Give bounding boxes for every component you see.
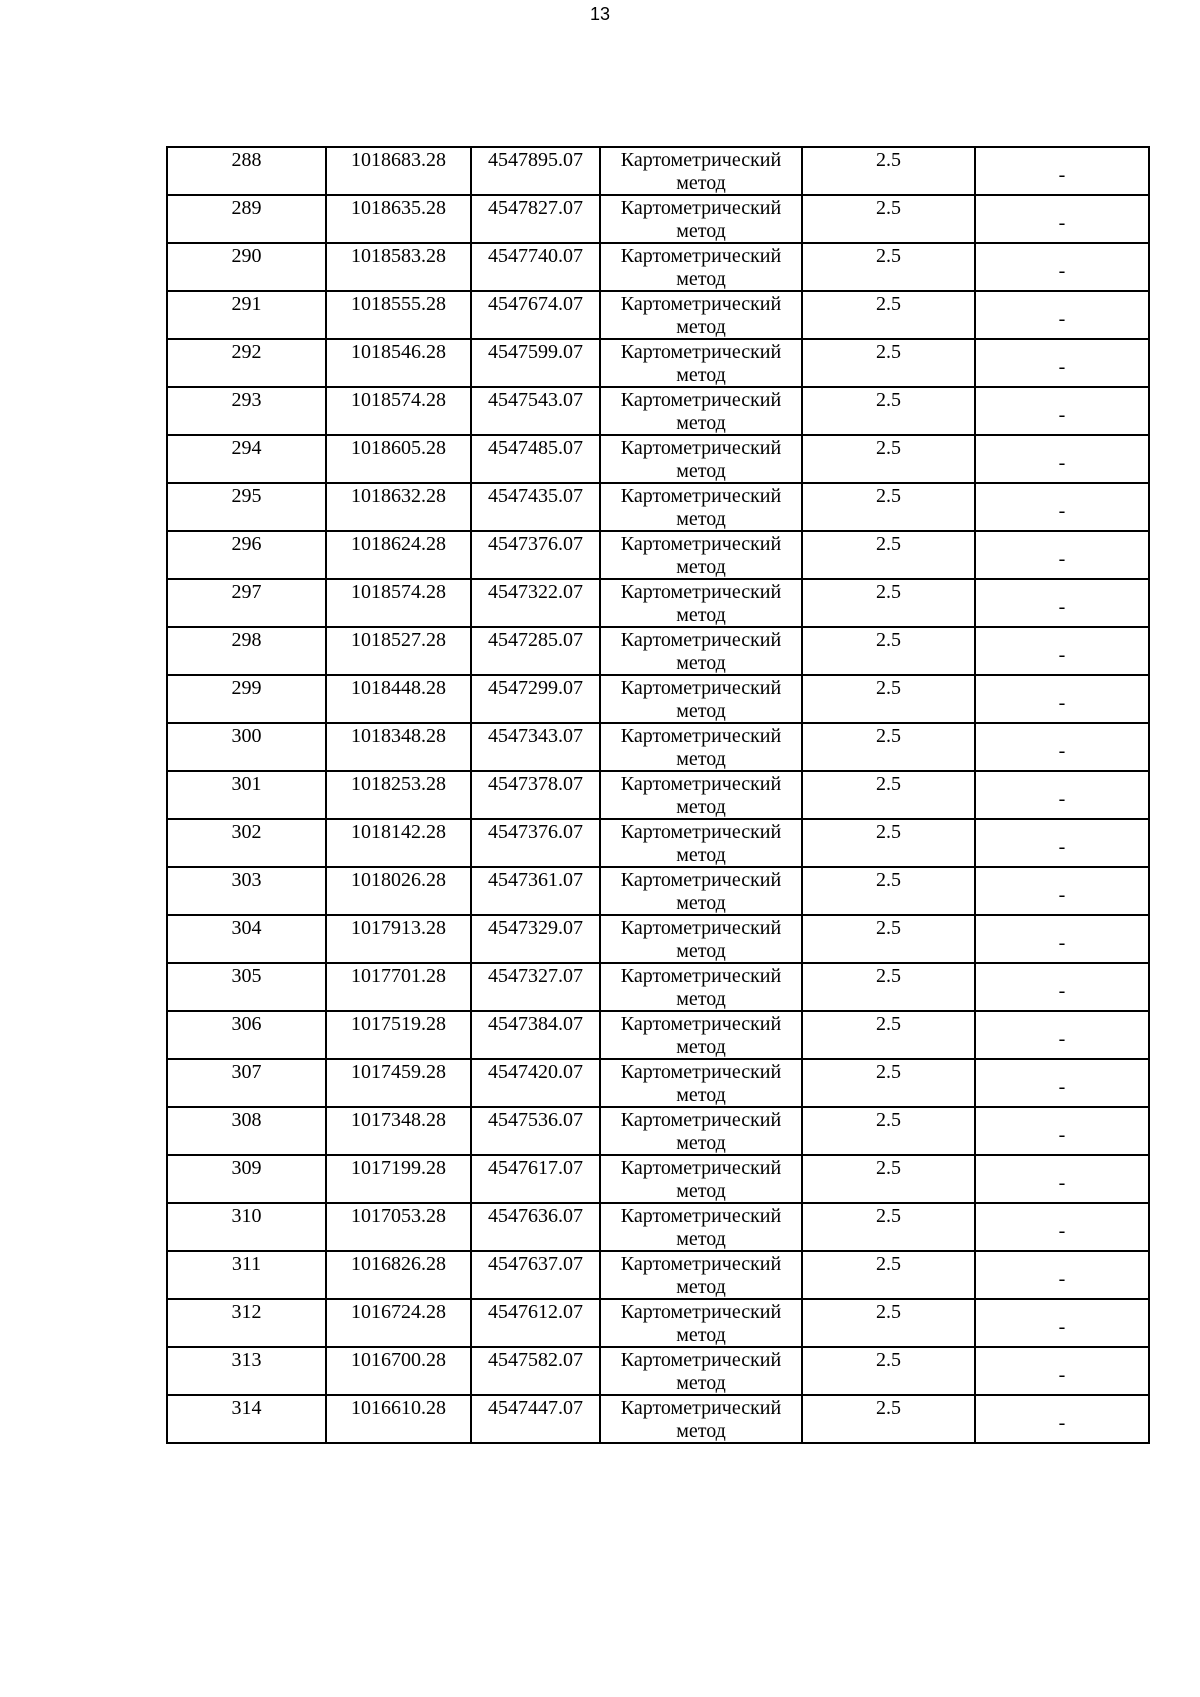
point-number-cell: 306 <box>167 1011 326 1059</box>
method-line-2: метод <box>676 1276 726 1298</box>
method-line-1: Картометрический <box>620 677 782 699</box>
point-number-cell: 313 <box>167 1347 326 1395</box>
method-cell <box>600 1347 802 1395</box>
point-number-cell: 308 <box>167 1107 326 1155</box>
point-number-cell: 303 <box>167 867 326 915</box>
y-coordinate-cell: 4547322.07 <box>471 579 600 627</box>
accuracy-cell: 2.5 <box>802 195 975 243</box>
method-line-2: метод <box>676 652 726 674</box>
note-cell: - <box>975 771 1149 819</box>
note-cell: - <box>975 243 1149 291</box>
point-number-cell: 310 <box>167 1203 326 1251</box>
method-line-1: Картометрический <box>620 533 782 555</box>
method-line-2: метод <box>676 748 726 770</box>
y-coordinate-cell: 4547827.07 <box>471 195 600 243</box>
accuracy-cell: 2.5 <box>802 1059 975 1107</box>
x-coordinate-cell: 1017348.28 <box>326 1107 471 1155</box>
point-number-cell: 296 <box>167 531 326 579</box>
method-line-1: Картометрический <box>620 965 782 987</box>
point-number-cell: 314 <box>167 1395 326 1443</box>
accuracy-cell: 2.5 <box>802 1299 975 1347</box>
x-coordinate-cell: 1018546.28 <box>326 339 471 387</box>
point-number-cell: 294 <box>167 435 326 483</box>
method-line-1: Картометрический <box>620 773 782 795</box>
note-cell: - <box>975 915 1149 963</box>
method-line-1: Картометрический <box>620 1253 782 1275</box>
point-number-cell: 309 <box>167 1155 326 1203</box>
method-cell <box>600 1107 802 1155</box>
method-line-2: метод <box>676 796 726 818</box>
method-cell <box>600 579 802 627</box>
method-line-1: Картометрический <box>620 629 782 651</box>
accuracy-cell: 2.5 <box>802 1251 975 1299</box>
method-line-1: Картометрический <box>620 197 782 219</box>
coordinates-table-body <box>167 147 1149 1443</box>
note-cell: - <box>975 531 1149 579</box>
point-number-cell: 290 <box>167 243 326 291</box>
note-cell: - <box>975 387 1149 435</box>
table-row <box>167 435 1149 483</box>
note-cell: - <box>975 1299 1149 1347</box>
method-cell <box>600 195 802 243</box>
x-coordinate-cell: 1017701.28 <box>326 963 471 1011</box>
method-line-2: метод <box>676 1228 726 1250</box>
method-cell <box>600 147 802 195</box>
method-line-2: метод <box>676 316 726 338</box>
table-row <box>167 339 1149 387</box>
table-row <box>167 1203 1149 1251</box>
method-cell <box>600 1011 802 1059</box>
table-row <box>167 147 1149 195</box>
method-cell <box>600 339 802 387</box>
method-line-1: Картометрический <box>620 389 782 411</box>
note-cell: - <box>975 1011 1149 1059</box>
y-coordinate-cell: 4547384.07 <box>471 1011 600 1059</box>
y-coordinate-cell: 4547612.07 <box>471 1299 600 1347</box>
accuracy-cell: 2.5 <box>802 147 975 195</box>
note-cell: - <box>975 1059 1149 1107</box>
x-coordinate-cell: 1018683.28 <box>326 147 471 195</box>
method-line-2: метод <box>676 1420 726 1442</box>
note-cell: - <box>975 291 1149 339</box>
x-coordinate-cell: 1017053.28 <box>326 1203 471 1251</box>
table-row <box>167 1347 1149 1395</box>
y-coordinate-cell: 4547435.07 <box>471 483 600 531</box>
method-cell <box>600 1299 802 1347</box>
table-row <box>167 1155 1149 1203</box>
method-line-1: Картометрический <box>620 485 782 507</box>
method-line-2: метод <box>676 700 726 722</box>
x-coordinate-cell: 1018555.28 <box>326 291 471 339</box>
x-coordinate-cell: 1017459.28 <box>326 1059 471 1107</box>
y-coordinate-cell: 4547329.07 <box>471 915 600 963</box>
method-line-2: метод <box>676 892 726 914</box>
point-number-cell: 299 <box>167 675 326 723</box>
accuracy-cell: 2.5 <box>802 339 975 387</box>
x-coordinate-cell: 1016826.28 <box>326 1251 471 1299</box>
method-cell <box>600 675 802 723</box>
method-line-1: Картометрический <box>620 1397 782 1419</box>
method-line-2: метод <box>676 364 726 386</box>
method-line-1: Картометрический <box>620 869 782 891</box>
y-coordinate-cell: 4547637.07 <box>471 1251 600 1299</box>
x-coordinate-cell: 1018574.28 <box>326 387 471 435</box>
method-line-1: Картометрический <box>620 341 782 363</box>
point-number-cell: 311 <box>167 1251 326 1299</box>
table-row <box>167 771 1149 819</box>
method-line-1: Картометрический <box>620 1061 782 1083</box>
table-row <box>167 627 1149 675</box>
accuracy-cell: 2.5 <box>802 531 975 579</box>
method-line-2: метод <box>676 460 726 482</box>
method-line-2: метод <box>676 604 726 626</box>
x-coordinate-cell: 1018635.28 <box>326 195 471 243</box>
table-row <box>167 243 1149 291</box>
y-coordinate-cell: 4547485.07 <box>471 435 600 483</box>
method-cell <box>600 1395 802 1443</box>
y-coordinate-cell: 4547376.07 <box>471 531 600 579</box>
accuracy-cell: 2.5 <box>802 771 975 819</box>
point-number-cell: 291 <box>167 291 326 339</box>
accuracy-cell: 2.5 <box>802 1155 975 1203</box>
accuracy-cell: 2.5 <box>802 819 975 867</box>
y-coordinate-cell: 4547420.07 <box>471 1059 600 1107</box>
method-line-1: Картометрический <box>620 1109 782 1131</box>
table-row <box>167 579 1149 627</box>
note-cell: - <box>975 723 1149 771</box>
y-coordinate-cell: 4547299.07 <box>471 675 600 723</box>
point-number-cell: 312 <box>167 1299 326 1347</box>
y-coordinate-cell: 4547617.07 <box>471 1155 600 1203</box>
point-number-cell: 304 <box>167 915 326 963</box>
accuracy-cell: 2.5 <box>802 291 975 339</box>
accuracy-cell: 2.5 <box>802 243 975 291</box>
x-coordinate-cell: 1017913.28 <box>326 915 471 963</box>
y-coordinate-cell: 4547327.07 <box>471 963 600 1011</box>
y-coordinate-cell: 4547636.07 <box>471 1203 600 1251</box>
x-coordinate-cell: 1018026.28 <box>326 867 471 915</box>
point-number-cell: 300 <box>167 723 326 771</box>
method-cell <box>600 867 802 915</box>
accuracy-cell: 2.5 <box>802 435 975 483</box>
y-coordinate-cell: 4547378.07 <box>471 771 600 819</box>
method-line-2: метод <box>676 172 726 194</box>
note-cell: - <box>975 1107 1149 1155</box>
coordinates-table <box>166 146 1150 1444</box>
accuracy-cell: 2.5 <box>802 1347 975 1395</box>
method-line-1: Картометрический <box>620 1205 782 1227</box>
method-line-1: Картометрический <box>620 245 782 267</box>
method-line-1: Картометрический <box>620 437 782 459</box>
accuracy-cell: 2.5 <box>802 483 975 531</box>
method-cell <box>600 627 802 675</box>
method-cell <box>600 915 802 963</box>
point-number-cell: 297 <box>167 579 326 627</box>
x-coordinate-cell: 1018348.28 <box>326 723 471 771</box>
method-line-2: метод <box>676 412 726 434</box>
note-cell: - <box>975 1395 1149 1443</box>
note-cell: - <box>975 867 1149 915</box>
method-line-1: Картометрический <box>620 1013 782 1035</box>
x-coordinate-cell: 1016700.28 <box>326 1347 471 1395</box>
method-cell <box>600 483 802 531</box>
note-cell: - <box>975 1203 1149 1251</box>
method-cell <box>600 1203 802 1251</box>
x-coordinate-cell: 1017199.28 <box>326 1155 471 1203</box>
point-number-cell: 293 <box>167 387 326 435</box>
note-cell: - <box>975 1155 1149 1203</box>
note-cell: - <box>975 627 1149 675</box>
point-number-cell: 298 <box>167 627 326 675</box>
method-cell <box>600 291 802 339</box>
method-line-2: метод <box>676 1372 726 1394</box>
method-cell <box>600 387 802 435</box>
table-row <box>167 723 1149 771</box>
method-line-2: метод <box>676 220 726 242</box>
x-coordinate-cell: 1018527.28 <box>326 627 471 675</box>
method-cell <box>600 1059 802 1107</box>
table-row <box>167 867 1149 915</box>
method-cell <box>600 1251 802 1299</box>
table-row <box>167 1251 1149 1299</box>
x-coordinate-cell: 1018142.28 <box>326 819 471 867</box>
note-cell: - <box>975 1251 1149 1299</box>
y-coordinate-cell: 4547343.07 <box>471 723 600 771</box>
point-number-cell: 292 <box>167 339 326 387</box>
method-line-1: Картометрический <box>620 1157 782 1179</box>
point-number-cell: 289 <box>167 195 326 243</box>
method-line-2: метод <box>676 1180 726 1202</box>
accuracy-cell: 2.5 <box>802 867 975 915</box>
method-line-1: Картометрический <box>620 725 782 747</box>
point-number-cell: 307 <box>167 1059 326 1107</box>
method-line-2: метод <box>676 1324 726 1346</box>
method-cell <box>600 1155 802 1203</box>
accuracy-cell: 2.5 <box>802 675 975 723</box>
x-coordinate-cell: 1018632.28 <box>326 483 471 531</box>
point-number-cell: 295 <box>167 483 326 531</box>
x-coordinate-cell: 1018253.28 <box>326 771 471 819</box>
x-coordinate-cell: 1018448.28 <box>326 675 471 723</box>
page-number: 13 <box>589 4 611 24</box>
accuracy-cell: 2.5 <box>802 723 975 771</box>
method-cell <box>600 435 802 483</box>
note-cell: - <box>975 819 1149 867</box>
y-coordinate-cell: 4547895.07 <box>471 147 600 195</box>
method-line-2: метод <box>676 1084 726 1106</box>
table-row <box>167 1299 1149 1347</box>
y-coordinate-cell: 4547361.07 <box>471 867 600 915</box>
note-cell: - <box>975 147 1149 195</box>
method-cell <box>600 771 802 819</box>
x-coordinate-cell: 1016724.28 <box>326 1299 471 1347</box>
method-line-2: метод <box>676 844 726 866</box>
accuracy-cell: 2.5 <box>802 963 975 1011</box>
x-coordinate-cell: 1018583.28 <box>326 243 471 291</box>
method-line-1: Картометрический <box>620 149 782 171</box>
note-cell: - <box>975 483 1149 531</box>
note-cell: - <box>975 435 1149 483</box>
x-coordinate-cell: 1016610.28 <box>326 1395 471 1443</box>
table-row <box>167 675 1149 723</box>
note-cell: - <box>975 195 1149 243</box>
point-number-cell: 305 <box>167 963 326 1011</box>
note-cell: - <box>975 339 1149 387</box>
accuracy-cell: 2.5 <box>802 387 975 435</box>
table-row <box>167 1107 1149 1155</box>
table-row <box>167 1059 1149 1107</box>
accuracy-cell: 2.5 <box>802 1107 975 1155</box>
x-coordinate-cell: 1018624.28 <box>326 531 471 579</box>
method-line-2: метод <box>676 1132 726 1154</box>
y-coordinate-cell: 4547599.07 <box>471 339 600 387</box>
y-coordinate-cell: 4547447.07 <box>471 1395 600 1443</box>
accuracy-cell: 2.5 <box>802 915 975 963</box>
point-number-cell: 302 <box>167 819 326 867</box>
accuracy-cell: 2.5 <box>802 1395 975 1443</box>
y-coordinate-cell: 4547285.07 <box>471 627 600 675</box>
table-row <box>167 1395 1149 1443</box>
point-number-cell: 301 <box>167 771 326 819</box>
note-cell: - <box>975 963 1149 1011</box>
note-cell: - <box>975 579 1149 627</box>
table-row <box>167 1011 1149 1059</box>
y-coordinate-cell: 4547543.07 <box>471 387 600 435</box>
table-row <box>167 387 1149 435</box>
accuracy-cell: 2.5 <box>802 627 975 675</box>
y-coordinate-cell: 4547582.07 <box>471 1347 600 1395</box>
accuracy-cell: 2.5 <box>802 579 975 627</box>
method-line-1: Картометрический <box>620 821 782 843</box>
method-cell <box>600 723 802 771</box>
table-row <box>167 531 1149 579</box>
method-cell <box>600 963 802 1011</box>
x-coordinate-cell: 1018605.28 <box>326 435 471 483</box>
y-coordinate-cell: 4547376.07 <box>471 819 600 867</box>
y-coordinate-cell: 4547674.07 <box>471 291 600 339</box>
table-row <box>167 195 1149 243</box>
method-cell <box>600 819 802 867</box>
method-line-2: метод <box>676 940 726 962</box>
table-row <box>167 915 1149 963</box>
x-coordinate-cell: 1017519.28 <box>326 1011 471 1059</box>
method-line-1: Картометрический <box>620 1301 782 1323</box>
method-line-2: метод <box>676 556 726 578</box>
accuracy-cell: 2.5 <box>802 1011 975 1059</box>
x-coordinate-cell: 1018574.28 <box>326 579 471 627</box>
table-row <box>167 291 1149 339</box>
method-line-2: метод <box>676 1036 726 1058</box>
accuracy-cell: 2.5 <box>802 1203 975 1251</box>
point-number-cell: 288 <box>167 147 326 195</box>
method-line-2: метод <box>676 988 726 1010</box>
table-row <box>167 819 1149 867</box>
table-row <box>167 963 1149 1011</box>
method-cell <box>600 243 802 291</box>
y-coordinate-cell: 4547740.07 <box>471 243 600 291</box>
table-row <box>167 483 1149 531</box>
note-cell: - <box>975 1347 1149 1395</box>
method-line-2: метод <box>676 508 726 530</box>
note-cell: - <box>975 675 1149 723</box>
method-line-1: Картометрический <box>620 917 782 939</box>
y-coordinate-cell: 4547536.07 <box>471 1107 600 1155</box>
method-line-1: Картометрический <box>620 293 782 315</box>
method-line-2: метод <box>676 268 726 290</box>
method-line-1: Картометрический <box>620 581 782 603</box>
method-line-1: Картометрический <box>620 1349 782 1371</box>
method-cell <box>600 531 802 579</box>
